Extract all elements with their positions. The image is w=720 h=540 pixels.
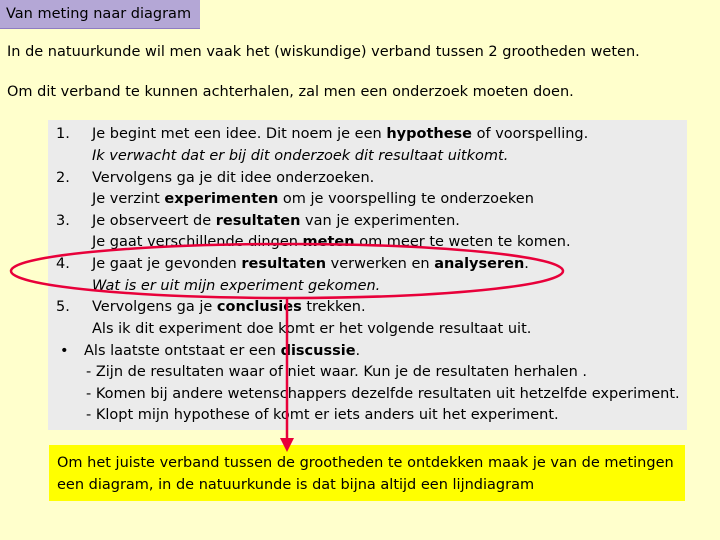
step-5-text: Vervolgens ga je conclusies trekken. [92,299,366,315]
step-3-number: 3. [56,213,70,229]
discussion-item-3: - Klopt mijn hypothese of komt er iets anders uit het experiment. [86,407,559,423]
discussion-item-1: - Zijn de resultaten waar of niet waar. Kun je de resultaten herhalen . [86,364,588,380]
bullet-icon: • [60,343,69,359]
discussion-text: Als laatste ontstaat er een discussie. [84,343,361,359]
slide-title: Van meting naar diagram [0,0,200,29]
conclusion-box: Om het juiste verband tussen de grootheden te ontdekken maak je van de metingen een diagram, in de natuurkunde is dat bijna altijd een lijndiagram [49,445,685,501]
step-4-text: Je gaat je gevonden resultaten verwerken en analyseren. [92,256,529,272]
step-5-note: Als ik dit experiment doe komt er het volgende resultaat uit. [92,321,532,337]
intro-line-1: In de natuurkunde wil men vaak het (wiskundige) verband tussen 2 grootheden weten. [7,44,640,60]
step-2-number: 2. [56,170,70,186]
step-2-text: Vervolgens ga je dit idee onderzoeken. [92,170,375,186]
step-3-note: Je gaat verschillende dingen meten om meer te weten te komen. [92,234,571,250]
step-1-note: Ik verwacht dat er bij dit onderzoek dit resultaat uitkomt. [92,148,509,164]
intro-line-2: Om dit verband te kunnen achterhalen, zal men een onderzoek moeten doen. [7,84,574,100]
step-4-number: 4. [56,256,70,272]
discussion-item-2: - Komen bij andere wetenschappers dezelfde resultaten uit hetzelfde experiment. [86,386,680,402]
step-3-text: Je observeert de resultaten van je experimenten. [92,213,460,229]
step-5-number: 5. [56,299,70,315]
step-4-note: Wat is er uit mijn experiment gekomen. [92,278,381,294]
step-1-number: 1. [56,126,70,142]
step-1-text: Je begint met een idee. Dit noem je een hypothese of voorspelling. [92,126,589,142]
step-2-note: Je verzint experimenten om je voorspelling te onderzoeken [92,191,534,207]
